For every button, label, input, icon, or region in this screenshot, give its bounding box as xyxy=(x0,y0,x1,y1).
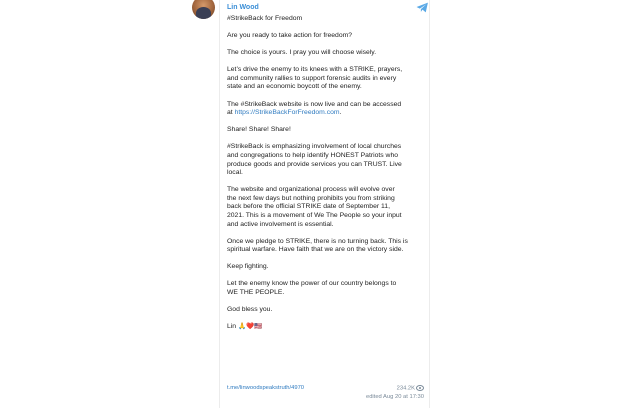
post-paragraph: Let the enemy know the power of our country belongs to WE THE PEOPLE. xyxy=(227,280,397,297)
website-link[interactable]: https://StrikeBackForFreedom.com xyxy=(234,109,340,117)
post-paragraph-text: The #StrikeBack website is now live and can be accessed at xyxy=(227,100,402,117)
telegram-post xyxy=(219,0,430,408)
post-paragraph: Let’s drive the enemy to its knees with a STRIKE, prayers, and community rallies to support forensic audits in every state and an economic boycott of the enemy. xyxy=(227,66,403,91)
author-name[interactable]: Lin Wood xyxy=(227,4,259,11)
post-paragraph: #StrikeBack is emphasizing involvement of local churches and congregations to help identify HONEST Patriots who produce goods and provide services you can TRUST. Live local. xyxy=(227,143,402,177)
post-paragraph: God bless you. xyxy=(227,306,273,314)
signature-name: Lin xyxy=(227,323,238,331)
post-paragraph: Keep fighting. xyxy=(227,263,269,271)
post-signature xyxy=(227,323,427,332)
signature-emoji: 🙏❤️🇺🇸 xyxy=(237,323,263,331)
avatar[interactable] xyxy=(192,0,215,19)
view-count-value: 234.2K xyxy=(396,385,415,392)
post-paragraph: The website and organizational process will evolve over the next few days but nothing prohibits you from striking back before the official STRIKE date of September 11, 2021. This is a movement of We The People so your input and active involvement is essential. xyxy=(227,186,402,228)
post-title: #StrikeBack for Freedom xyxy=(227,15,303,22)
post-paragraph: Share! Share! Share! xyxy=(227,126,291,134)
post-paragraph: The choice is yours. I pray you will choose wisely. xyxy=(227,49,377,57)
website-suffix: . xyxy=(339,109,342,117)
eye-icon xyxy=(416,385,424,391)
post-body xyxy=(227,15,427,340)
edited-timestamp: edited Aug 20 at 17:30 xyxy=(365,394,424,400)
post-paragraph-website xyxy=(227,101,427,118)
telegram-icon xyxy=(416,2,429,13)
view-count xyxy=(397,385,424,392)
post-paragraph: Are you ready to take action for freedom? xyxy=(227,32,353,40)
post-paragraph: Once we pledge to STRIKE, there is no turning back. This is spiritual warfare. Have faith that we are on the victory side. xyxy=(227,237,408,254)
post-url-link[interactable]: t.me/linwoodspeakstruth/4970 xyxy=(227,385,305,391)
